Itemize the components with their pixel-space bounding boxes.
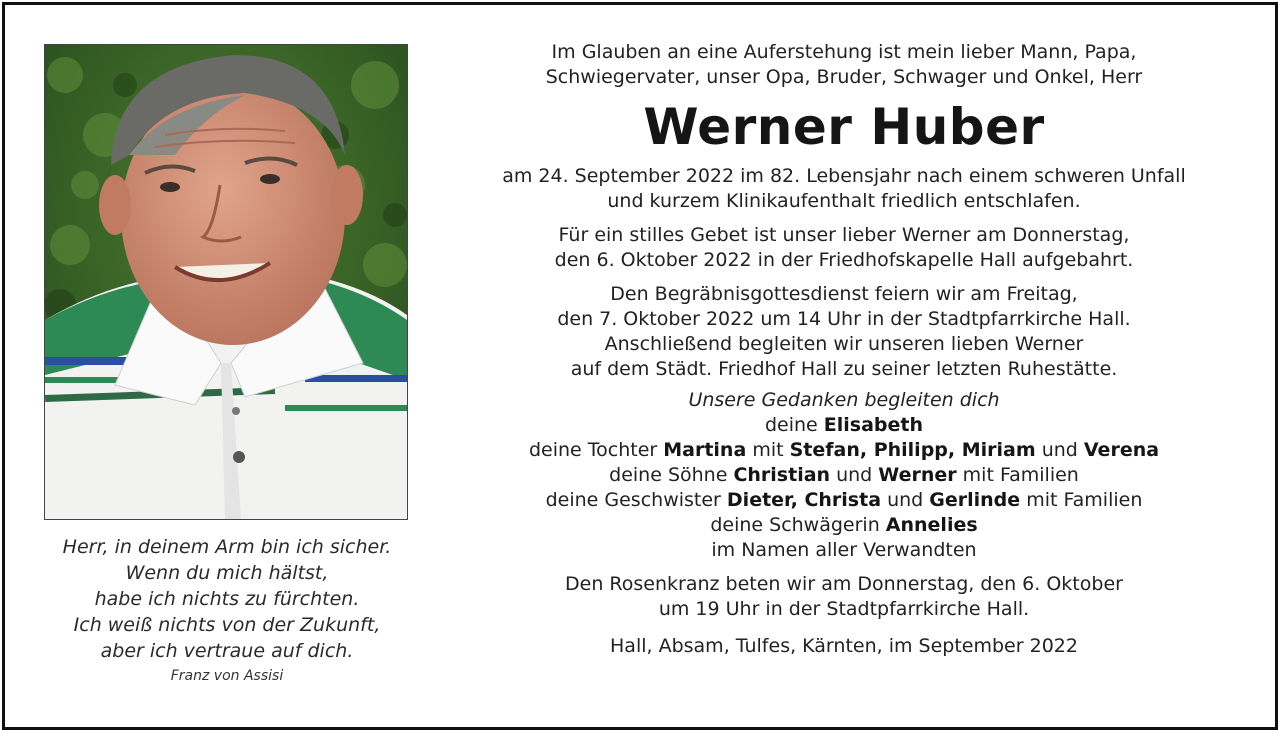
mourner-sister-in-law: deine Schwägerin Annelies <box>710 514 978 536</box>
rosary-line: um 19 Uhr in der Stadtpfarrkirche Hall. <box>658 598 1030 620</box>
mourner-daughter: deine Tochter Martina mit Stefan, Philipp, Miriam und Verena <box>528 439 1160 461</box>
funeral-paragraph <box>452 282 1236 382</box>
rosary-paragraph <box>452 572 1236 622</box>
death-line: und kurzem Klinikaufenthalt friedlich entschlafen. <box>607 190 1081 212</box>
portrait-photo <box>44 44 408 520</box>
intro-line: Schwiegervater, unser Opa, Bruder, Schwager und Onkel, Herr <box>545 66 1143 88</box>
place-date: Hall, Absam, Tulfes, Kärnten, im September 2022 <box>610 635 1078 657</box>
quote-block <box>30 534 424 664</box>
mourner-relatives: im Namen aller Verwandten <box>711 539 977 561</box>
obituary-text <box>452 40 1236 659</box>
quote-line: Wenn du mich hältst, <box>125 562 329 584</box>
quote-line: Ich weiß nichts von der Zukunft, <box>73 614 381 636</box>
intro-paragraph <box>452 40 1236 90</box>
death-paragraph <box>452 164 1236 214</box>
quote-line: habe ich nichts zu fürchten. <box>94 588 360 610</box>
thoughts-line: Unsere Gedanken begleiten dich <box>688 389 1000 411</box>
mourners-list <box>452 413 1236 563</box>
prayer-paragraph <box>452 223 1236 273</box>
mourner-wife: deine Elisabeth <box>764 414 924 436</box>
quote-line: aber ich vertraue auf dich. <box>100 640 354 662</box>
funeral-line: Den Begräbnisgottesdienst feiern wir am Freitag, <box>610 283 1078 305</box>
prayer-line: den 6. Oktober 2022 in der Friedhofskapelle Hall aufgebahrt. <box>554 249 1134 271</box>
funeral-line: Anschließend begleiten wir unseren lieben Werner <box>604 333 1084 355</box>
deceased-name: Werner Huber <box>643 98 1045 156</box>
funeral-line: den 7. Oktober 2022 um 14 Uhr in der Stadtpfarrkirche Hall. <box>557 308 1131 330</box>
quote-author: Franz von Assisi <box>170 668 284 684</box>
funeral-line: auf dem Städt. Friedhof Hall zu seiner letzten Ruhestätte. <box>570 358 1118 380</box>
rosary-line: Den Rosenkranz beten wir am Donnerstag, den 6. Oktober <box>565 573 1123 595</box>
intro-line: Im Glauben an eine Auferstehung ist mein lieber Mann, Papa, <box>551 41 1137 63</box>
death-line: am 24. September 2022 im 82. Lebensjahr nach einem schweren Unfall <box>502 165 1186 187</box>
quote-line: Herr, in deinem Arm bin ich sicher. <box>62 536 392 558</box>
prayer-line: Für ein stilles Gebet ist unser lieber Werner am Donnerstag, <box>558 224 1130 246</box>
mourner-siblings: deine Geschwister Dieter, Christa und Gerlinde mit Familien <box>545 489 1143 511</box>
mourner-sons: deine Söhne Christian und Werner mit Familien <box>609 464 1079 486</box>
